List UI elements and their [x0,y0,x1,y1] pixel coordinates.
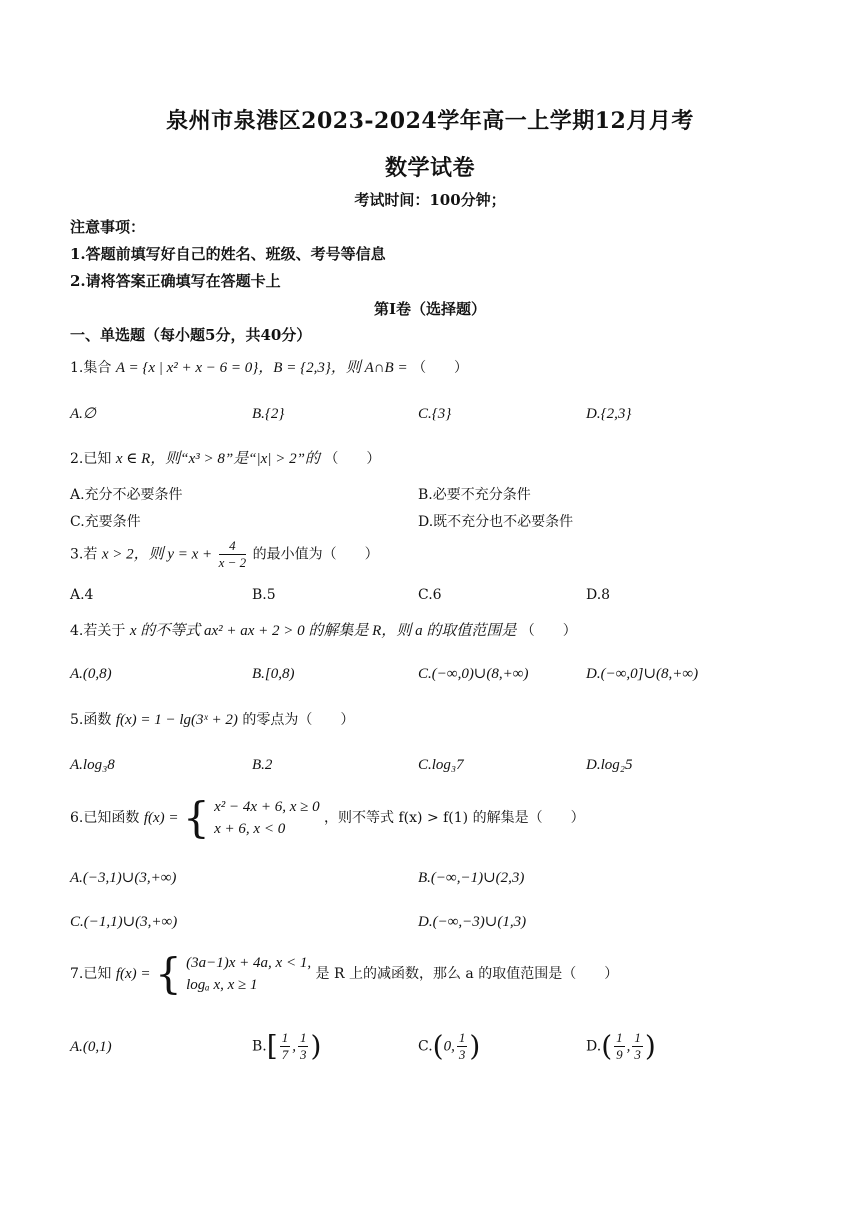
fraction-numerator: 1 [281,1030,289,1045]
exam-time: 考试时间：100分钟； [354,191,506,209]
piecewise-cases [214,796,319,840]
question-7 [70,949,619,998]
question-stem-suffix: 的最小值为（ ） [252,546,379,563]
fraction-numerator: 1 [458,1030,466,1045]
question-stem-suffix: （ ） [520,623,577,639]
brace: { [154,949,182,998]
case-line: x + 6, x < 0 [214,821,286,837]
question-stem: 5.函数 [70,712,112,728]
option-b: B.{2} [252,406,285,422]
option-d: D.(−∞,0]∪(8,+∞) [586,666,699,682]
question-stem: 6.已知函数 [70,810,140,826]
option-c: C.{3} [418,406,452,422]
question-stem-suffix: 是 R 上的减函数，那么 a 的取值范围是（ ） [315,966,619,982]
option-value: 0 [443,1038,452,1055]
option-d: D.8 [586,587,611,603]
piecewise-cases [186,952,311,996]
question-stem-suffix: （ ） [412,360,469,376]
question-stem: 3.若 [70,546,98,563]
question-3 [70,538,379,571]
section-title: 一、单选题（每小题5分，共40分） [70,326,312,344]
question-expr: A = {x | x² + x − 6 = 0}，B = {2,3}，则 A∩B = [115,360,408,376]
option-a: A.log₃8 [70,757,115,773]
option-d: D.log₂5 [586,757,633,773]
question-expr: f(x) = 1 − lg(3ˣ + 2) [115,712,238,728]
question-stem: 7.已知 [70,966,112,982]
option-a: A.(0,8) [70,666,112,682]
question-6 [70,793,585,842]
notes-heading: 注意事项： [70,218,146,236]
fraction-denominator: 7 [281,1047,289,1062]
option-b: B.[ $\frac{1}{7}$ , $\frac{1}{3}$ ) [252,1029,322,1063]
exam-title: 泉州市泉港区2023-2024学年高一上学期12月月考 [166,108,694,134]
question-5 [70,710,354,730]
question-stem-suffix: ，则不等式 f(x) > f(1) 的解集是（ ） [324,810,585,826]
case-line: (3a−1)x + 4a, x < 1, [186,955,312,971]
option-c: C.(0, $\frac{1}{3}$ ) [418,1029,481,1063]
question-stem: 4.若关于 [70,623,126,639]
option-label: B. [252,1038,267,1055]
question-expr: f(x) = [143,810,179,826]
option-label: C. [418,1038,433,1055]
question-1 [70,358,468,378]
question-2 [70,449,380,469]
option-a: A.(−3,1)∪(3,+∞) [70,870,177,886]
question-expr: f(x) = [115,966,151,982]
brace: { [182,793,210,842]
fraction-numerator: 1 [616,1030,623,1045]
option-a: A.4 [70,587,94,603]
fraction-denominator: 3 [299,1047,307,1062]
option-b: B.5 [252,587,276,603]
fraction-numerator: 1 [299,1030,307,1045]
fraction-denominator: 9 [616,1047,623,1062]
case-line: logₐ x, x ≥ 1 [186,977,258,993]
question-stem-suffix: 的零点为（ ） [242,712,355,728]
subject-title: 数学试卷 [384,155,475,181]
question-stem-suffix: （ ） [324,451,381,467]
fraction-denominator: x − 2 [218,555,247,570]
option-c: C.充要条件 [70,514,141,530]
option-c: C.(−1,1)∪(3,+∞) [70,914,178,930]
note-item: 2.请将答案正确填写在答题卡上 [70,272,281,290]
case-line: x² − 4x + 6, x ≥ 0 [214,799,320,815]
fraction-numerator: 1 [634,1030,641,1045]
fraction-denominator: 3 [458,1047,466,1062]
option-b: B.2 [252,757,273,773]
option-c: C.log₃7 [418,757,464,773]
note-item: 1.答题前填写好自己的姓名、班级、考号等信息 [70,245,386,263]
option-d: D.{2,3} [586,406,632,422]
option-d: D.(−∞,−3)∪(1,3) [418,914,527,930]
option-c: C.(−∞,0)∪(8,+∞) [418,666,529,682]
option-c: C.6 [418,587,442,603]
option-d: D.( $\frac{1}{9}$ , $\frac{1}{3}$ ) [586,1029,656,1063]
option-a: A.∅ [70,406,96,422]
question-4 [70,621,577,641]
question-stem: 1.集合 [70,360,112,376]
option-b: B.(−∞,−1)∪(2,3) [418,870,525,886]
question-expr: x ∈ R，则“x³ > 8”是“|x| > 2”的 [115,451,320,467]
option-a: A.(0,1) [70,1039,112,1055]
fraction-denominator: 3 [634,1047,641,1062]
option-b: B.[0,8) [252,666,295,682]
option-a: A.充分不必要条件 [70,487,183,503]
fraction-numerator: 4 [219,538,247,555]
question-stem: 2.已知 [70,451,112,467]
question-expr: x 的不等式 ax² + ax + 2 > 0 的解集是 R，则 a 的取值范围是 [129,623,517,639]
part-title: 第Ⅰ卷（选择题） [373,300,487,318]
option-b: B.必要不充分条件 [418,487,531,503]
fraction [219,538,247,571]
option-d: D.既不充分也不必要条件 [418,514,574,530]
question-expr: x > 2，则 y = x + [101,546,213,563]
option-label: D. [586,1038,602,1055]
